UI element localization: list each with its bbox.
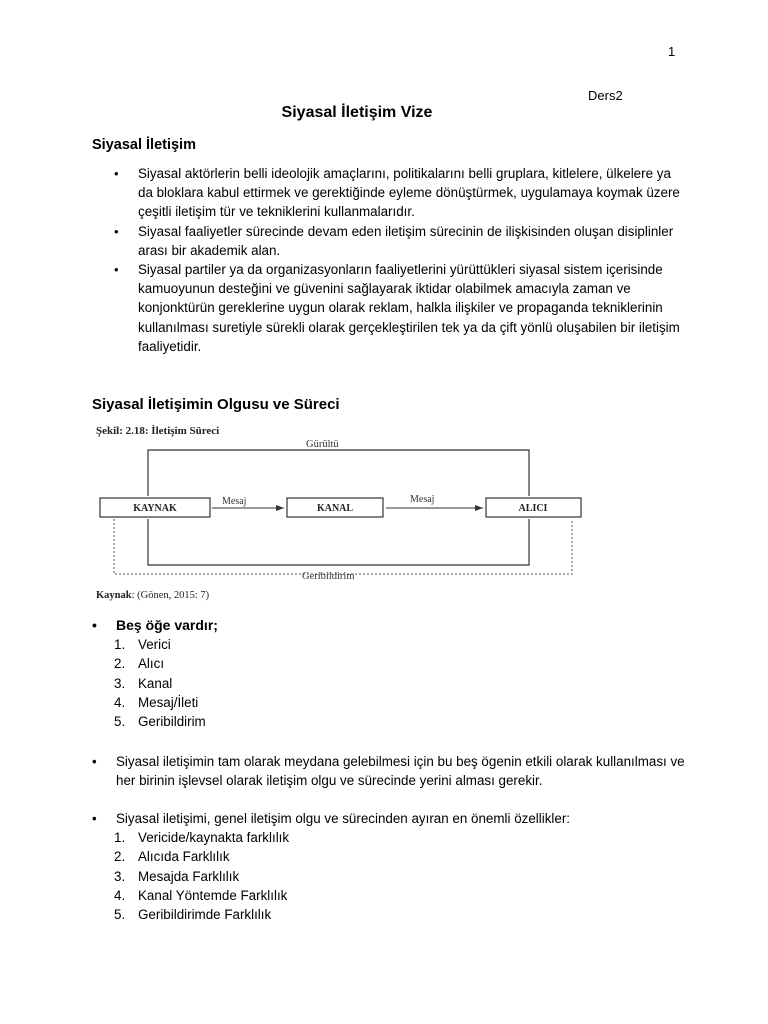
section-heading-political-communication: Siyasal İletişim [92, 137, 196, 153]
receiver-box-label: ALICI [518, 503, 548, 514]
list-number: 4. [114, 887, 126, 903]
noise-loop-line [148, 450, 529, 496]
document-title: Siyasal İletişim Vize [281, 104, 433, 121]
list-item-text: Geribildirim [138, 714, 206, 730]
list-item-text: Siyasal partiler ya da organizasyonların faaliyetlerini yürüttükleri siyasal sistem içerisinde kamuoyunun desteğini ve güvenini sağlayarak iktidar olabilmek amacıyla zaman ve konjonktürün gereklerine uygun olarak reklam, halkla ilişkiler ve propaganda tekniklerinin kullanılması suretiyle sürekli olarak gerçekleştirilen tek ya da çift yönlü oluşabilen bir iletişim faaliyetidir. [138, 262, 680, 354]
list-item [92, 654, 692, 673]
channel-box-label: KANAL [316, 503, 354, 514]
diagram-caption: Şekil: 2.18: İletişim Süreci [96, 425, 220, 437]
list-item-text: Geribildirimde Farklılık [138, 907, 272, 923]
list-number: 2. [114, 656, 126, 672]
list-item-text: Alıcıda Farklılık [138, 849, 230, 865]
message-arrow-2-label: Mesaj [410, 494, 435, 505]
effective-use-text: Siyasal iletişimin tam olarak meydana gelebilmesi için bu beş ögenin etkili olarak kullanılması ve her birinin işlevsel olarak iletişim olgu ve sürecinde yerini alması gerekir. [116, 754, 685, 789]
list-item [92, 905, 692, 924]
page-number: 1 [668, 44, 676, 59]
list-item [92, 867, 692, 886]
list-number: 3. [114, 868, 126, 884]
differences-list [92, 828, 692, 924]
list-item-text: Kanal Yöntemde Farklılık [138, 887, 288, 903]
list-number: 5. [114, 907, 126, 923]
differences-block [92, 809, 692, 924]
list-number: 1. [114, 637, 126, 653]
list-number: 3. [114, 675, 126, 691]
section-heading-process: Siyasal İletişimin Olgusu ve Süreci [92, 396, 340, 413]
list-item [92, 828, 692, 847]
list-number: 5. [114, 714, 126, 730]
source-note-rest: : (Gönen, 2015: 7) [131, 590, 210, 601]
elements-intro-text: Beş öğe vardır; [116, 617, 218, 633]
feedback-dashed-line [114, 519, 572, 574]
bullet-icon: • [114, 223, 119, 239]
list-item [92, 712, 692, 731]
list-item-text: Mesaj/İleti [138, 694, 199, 710]
list-item [114, 222, 684, 260]
diagram-source-note [96, 590, 210, 601]
bullet-icon: • [92, 617, 97, 633]
differences-intro-text: Siyasal iletişimi, genel iletişim olgu ve sürecinden ayıran en önemli özellikler: [116, 811, 571, 826]
list-item [92, 674, 692, 693]
definition-list [114, 164, 684, 356]
list-item-text: Siyasal aktörlerin belli ideolojik amaçlarını, politikalarını belli gruplara, kitlelere, ülkelere ya da bloklara kabul ettirmek ve gerektiğinde eyleme dönüştürmek, uygulamaya koymak üzere çeşitli iletişim tür ve tekniklerini kullanmalarıdır. [138, 166, 680, 220]
list-item [92, 635, 692, 654]
list-item-text: Kanal [138, 675, 173, 691]
list-number: 2. [114, 849, 126, 865]
elements-list [92, 635, 692, 731]
course-tag: Ders2 [588, 88, 623, 103]
list-item-text: Verici [138, 637, 171, 653]
feedback-label: Geribildirim [302, 571, 355, 582]
elements-block [92, 616, 692, 731]
effective-use-block [92, 752, 692, 790]
bullet-icon: • [114, 262, 119, 278]
differences-intro [92, 809, 692, 828]
list-item-text: Alıcı [138, 656, 165, 672]
list-item [92, 886, 692, 905]
effective-use-paragraph [92, 752, 692, 790]
list-item [92, 693, 692, 712]
return-loop-line [148, 519, 529, 565]
bullet-icon: • [114, 166, 119, 181]
bullet-icon: • [92, 754, 97, 769]
source-note-bold: Kaynak [96, 590, 132, 601]
list-number: 4. [114, 694, 126, 710]
list-item [92, 847, 692, 866]
bullet-icon: • [92, 811, 97, 826]
elements-intro [92, 616, 692, 635]
source-box-label: KAYNAK [133, 503, 177, 514]
list-item-text: Mesajda Farklılık [138, 868, 240, 884]
noise-label: Gürültü [306, 439, 339, 450]
list-item-text: Vericide/kaynakta farklılık [138, 830, 290, 846]
list-item-text: Siyasal faaliyetler sürecinde devam eden iletişim sürecinin de ilişkisinden oluşan disiplinler arası bir akademik alan. [138, 223, 674, 258]
list-number: 1. [114, 830, 126, 846]
communication-process-diagram [94, 422, 594, 604]
list-item [114, 260, 684, 356]
message-arrow-1-label: Mesaj [222, 496, 247, 507]
list-item [114, 164, 684, 222]
